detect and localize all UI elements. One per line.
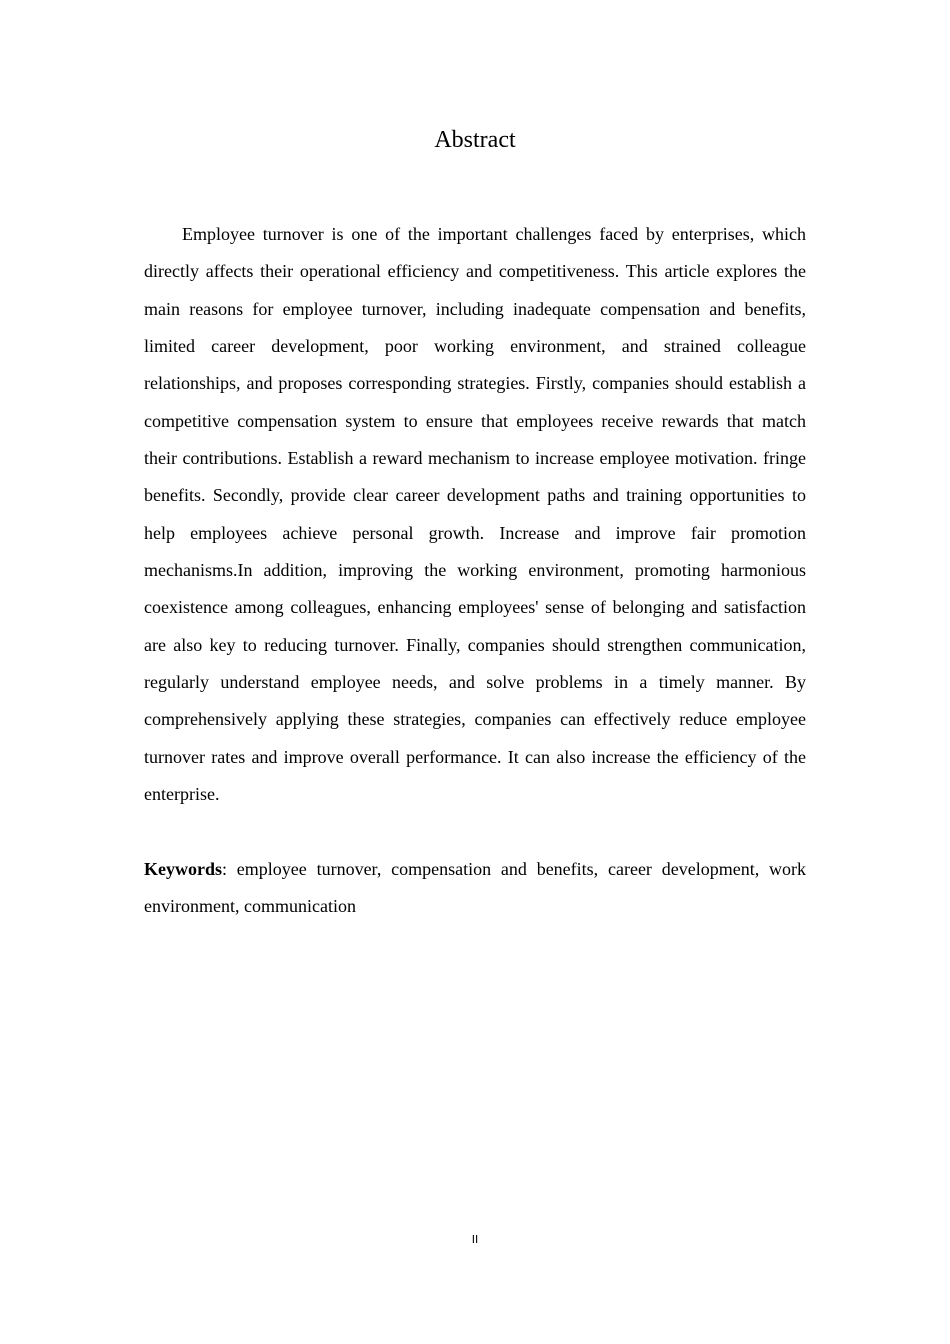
abstract-paragraph: Employee turnover is one of the important challenges faced by enterprises, which directly affects their operational efficiency and competitiveness. This article explores the main reasons for employee turnover, including inadequate compensation and benefits, limited career development, poor working environment, and strained colleague relationships, and proposes corresponding strategies. Firstly, companies should establish a competitive compensation system to ensure that employees receive rewards that match their contributions. Establish a reward mechanism to increase employee motivation. fringe benefits. Secondly, provide clear career development paths and training opportunities to help employees achieve personal growth. Increase and improve fair promotion mechanisms.In addition, improving the working environment, promoting harmonious coexistence among colleagues, enhancing employees' sense of belonging and satisfaction are also key to reducing turnover. Finally, companies should strengthen communication, regularly understand employee needs, and solve problems in a timely manner. By comprehensively applying these strategies, companies can effectively reduce employee turnover rates and improve overall performance. It can also increase the efficiency of the enterprise. xyxy=(144,224,806,805)
keywords-text: : employee turnover, compensation and benefits, career development, work environment, communication xyxy=(144,859,806,917)
keywords-line xyxy=(144,851,806,926)
page-title: Abstract xyxy=(434,127,516,153)
keywords-label: Keywords xyxy=(144,859,222,879)
page-number: II xyxy=(471,1233,479,1246)
